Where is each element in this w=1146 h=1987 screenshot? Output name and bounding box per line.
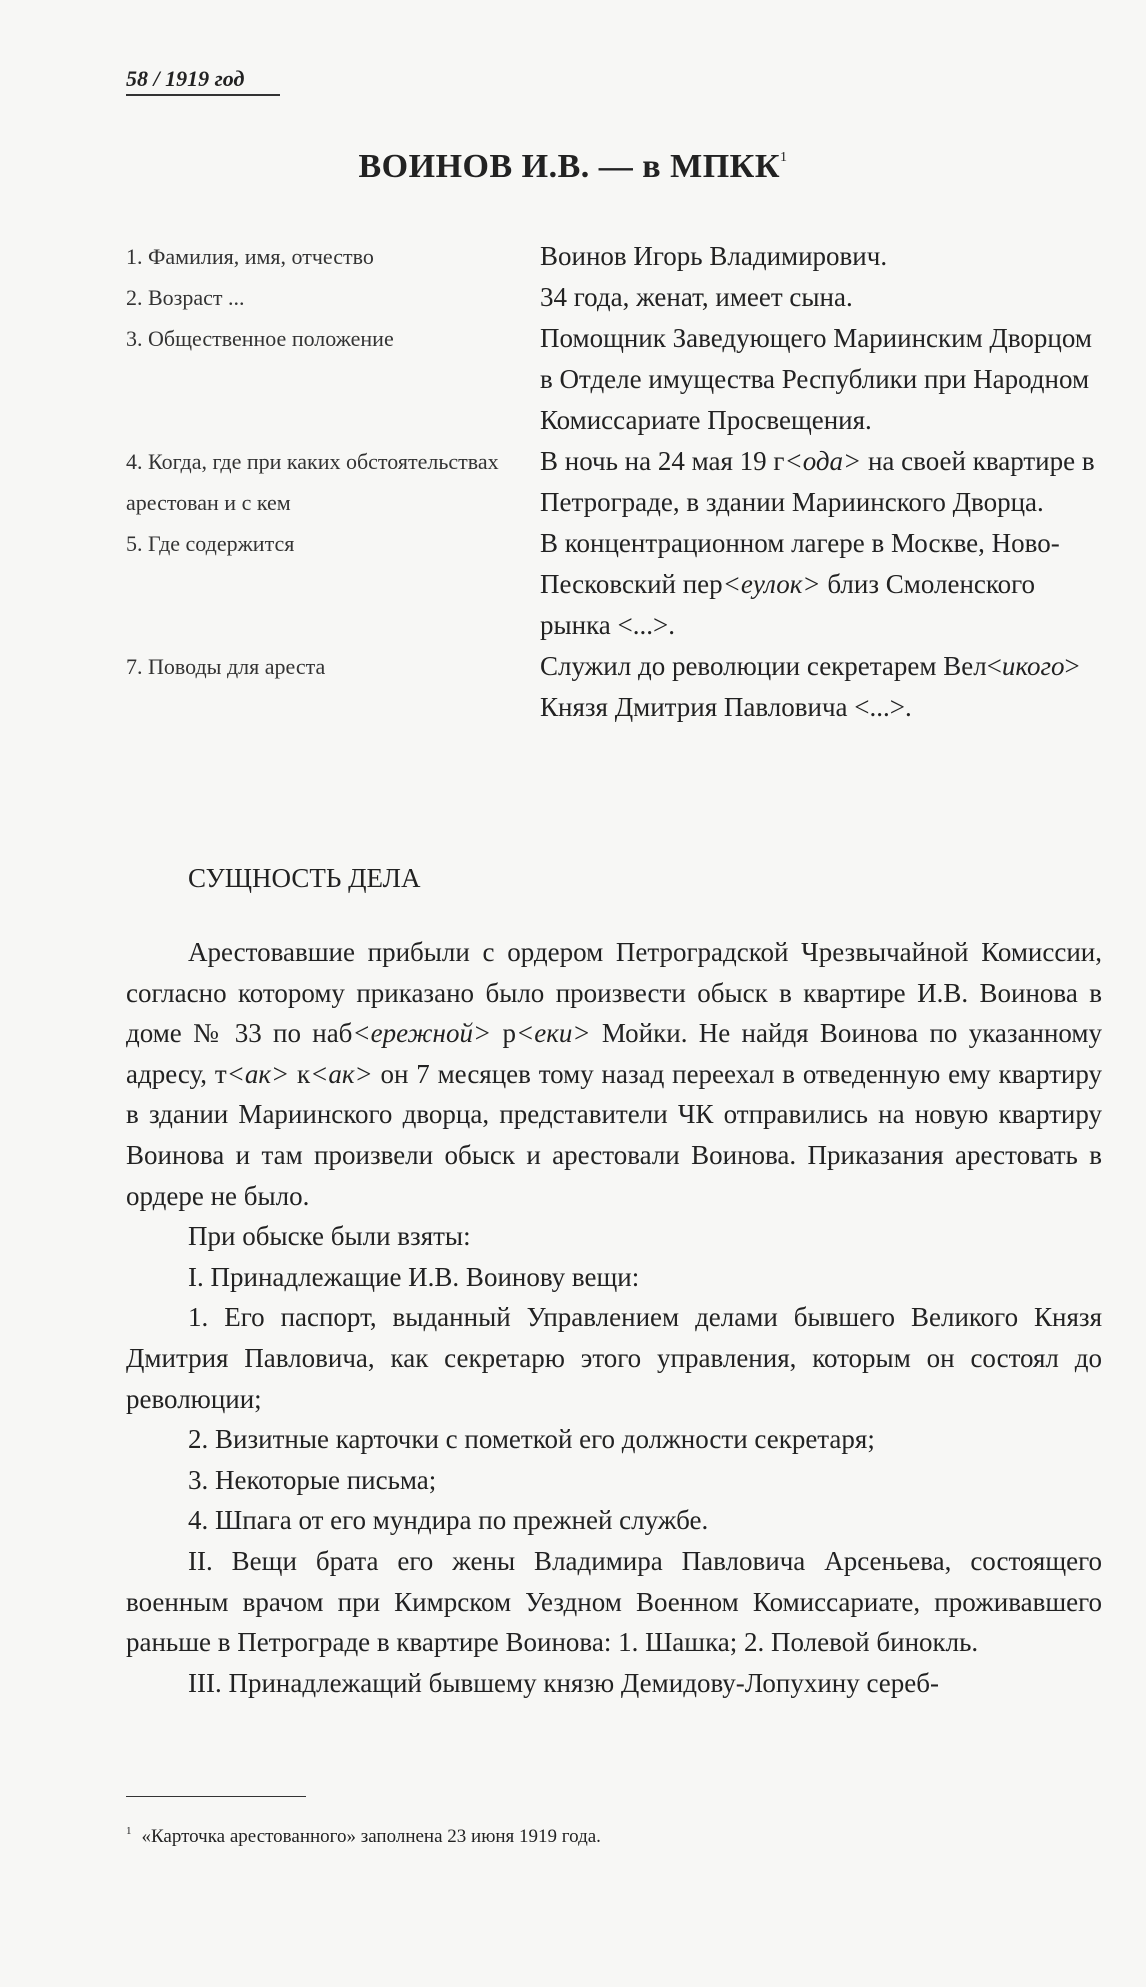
body-paragraph: III. Принадлежащий бывшему князю Демидову-Лопухину сереб-	[188, 1667, 940, 1698]
page-title-text: ВОИНОВ И.В. — в МПКК	[358, 148, 780, 185]
card-field-value: Служил до революции секретарем Вел<икого> Князя Дмитрия Павловича <...>.	[540, 651, 1080, 722]
card-field-value: Воинов Игорь Владимирович.	[540, 241, 888, 271]
body-paragraph: I. Принадлежащие И.В. Воинову вещи:	[188, 1261, 640, 1292]
card-field-value: В ночь на 24 мая 19 г<ода> на своей квартире в Петрограде, в здании Мариинского Дворца.	[540, 446, 1095, 517]
body-paragraph: При обыске были взяты:	[188, 1221, 471, 1252]
card-field-label: 5. Где содержится	[126, 531, 295, 556]
footnote	[126, 1818, 601, 1850]
card-field-label: 2. Возраст ...	[126, 285, 245, 310]
card-row	[126, 318, 1102, 441]
card-field-label: 1. Фамилия, имя, отчество	[126, 244, 374, 269]
card-row	[126, 523, 1102, 646]
card-row	[126, 646, 1102, 728]
body-paragraph: 4. Шпага от его мундира по прежней службе.	[188, 1505, 709, 1536]
card-field-label: 4. Когда, где при каких обстоятельствах арестован и с кем	[126, 449, 499, 515]
title-footnote-mark: 1	[779, 150, 788, 165]
footnote-text: «Карточка арестованного» заполнена 23 июня 1919 года.	[141, 1826, 601, 1847]
footnote-rule	[126, 1796, 306, 1797]
card-row	[126, 277, 1102, 318]
body-paragraph: Арестовавшие прибыли с ордером Петроградской Чрезвычайной Комиссии, согласно которому приказано было произвести обыск в квартире И.В. Воинова в доме № 33 по наб<ережной> р<еки> Мойки. Не найдя Воинова по указанному адресу, т<ак> к<ак> он 7 месяцев тому назад переехал в отведенную ему квартиру в здании Мариинского дворца, представители ЧК отправились на новую квартиру Воинова и там произвели обыск и арестовали Воинова. Приказания арестовать в ордере не было.	[126, 937, 1103, 1211]
body-paragraph: 2. Визитные карточки с пометкой его должности секретаря;	[188, 1424, 875, 1455]
body-paragraph: 3. Некоторые письма;	[188, 1464, 437, 1495]
footnote-mark: 1	[126, 1825, 132, 1837]
card-field-value: 34 года, женат, имеет сына.	[540, 282, 853, 312]
body-paragraph: 1. Его паспорт, выданный Управлением делами бывшего Великого Князя Дмитрия Павловича, как секретарю этого управления, которым он состоял до революции;	[126, 1302, 1102, 1414]
card-field-label: 3. Общественное положение	[126, 326, 394, 351]
arrest-card-table	[126, 236, 1102, 728]
body-paragraph: II. Вещи брата его жены Владимира Павловича Арсеньева, состоящего военным врачом при Кимрском Уездном Военном Комиссариате, проживавшего раньше в Петрограде в квартире Воинова: 1. Шашка; 2. Полевой бинокль.	[126, 1545, 1102, 1658]
section-title: СУЩНОСТЬ ДЕЛА	[188, 863, 421, 893]
body-text	[126, 932, 1102, 1703]
card-field-value: Помощник Заведующего Мариинским Дворцом в Отделе имущества Республики при Народном Комиссариате Просвещения.	[540, 323, 1092, 435]
card-field-value: В концентрационном лагере в Москве, Ново-Песковский пер<еулок> близ Смоленского рынка <...>.	[540, 528, 1060, 640]
card-field-label: 7. Поводы для ареста	[126, 654, 326, 679]
card-row	[126, 441, 1102, 523]
page-title	[0, 148, 1146, 186]
card-row	[126, 236, 1102, 277]
running-head: 58 / 1919 год	[126, 64, 280, 96]
